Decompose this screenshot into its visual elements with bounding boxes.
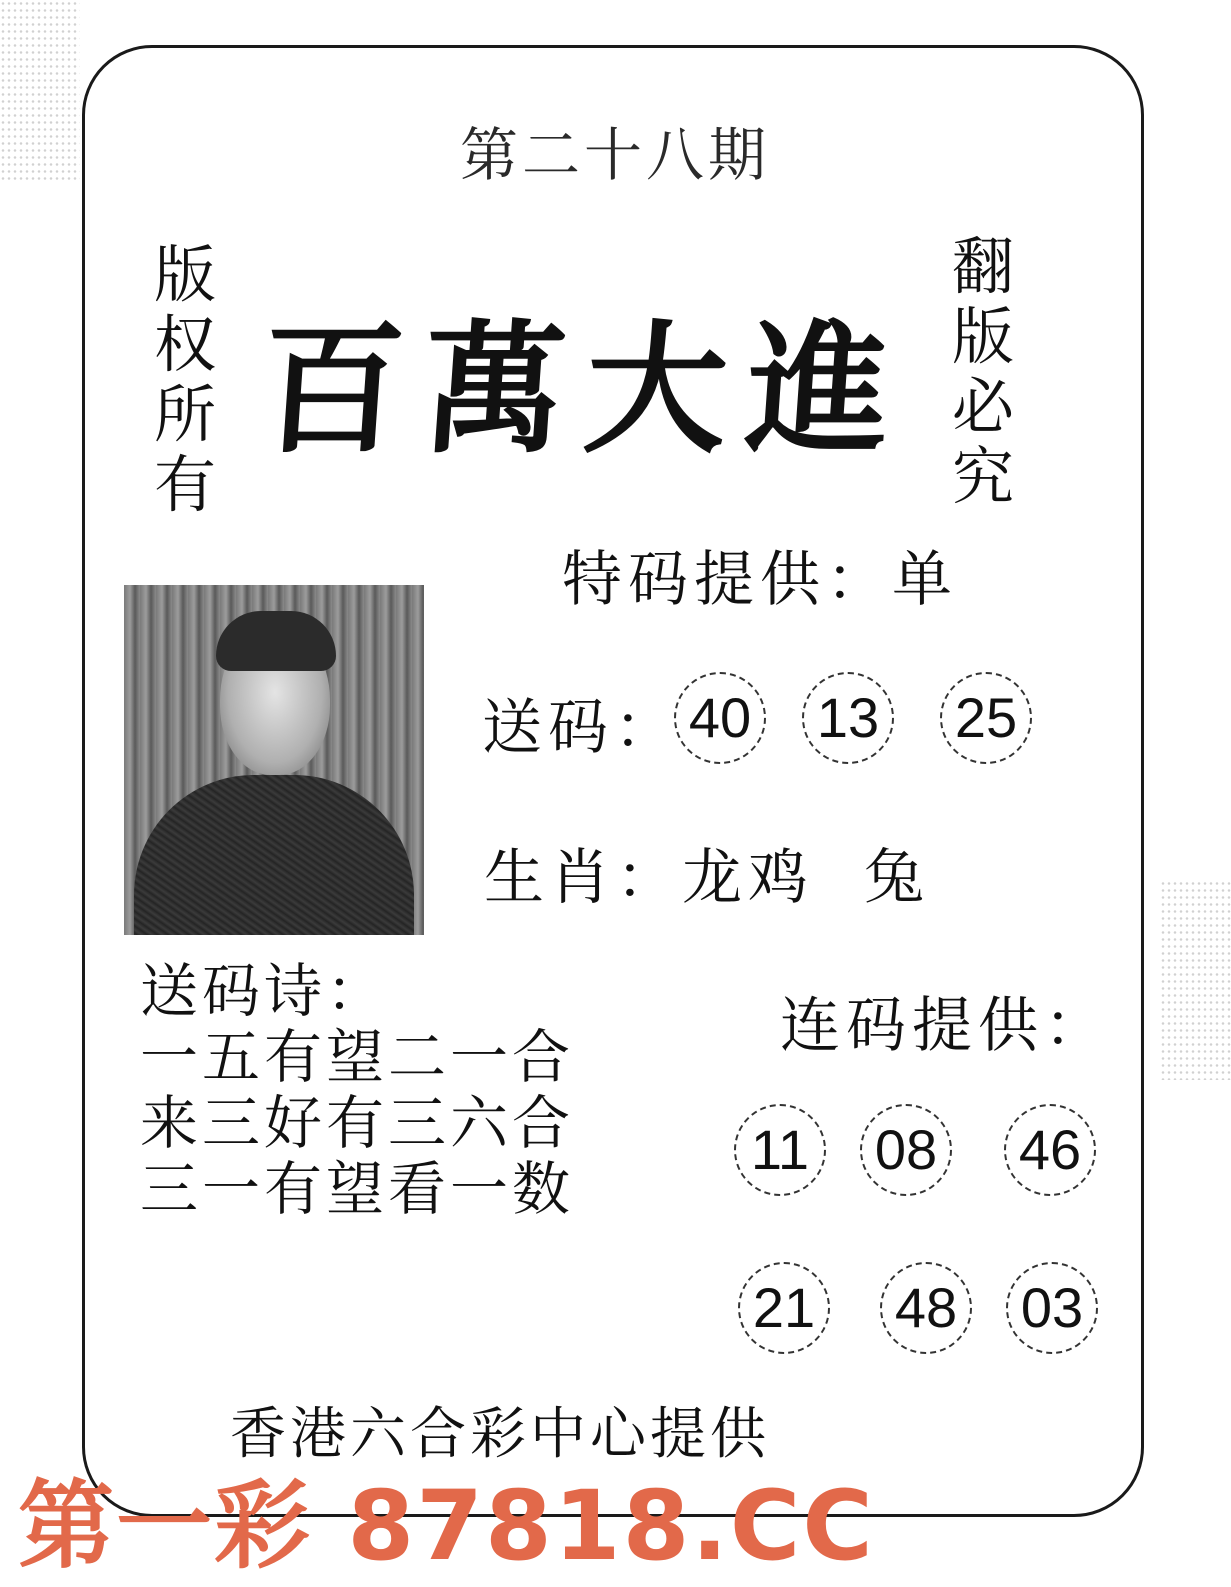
copyright-vertical: 版权所有	[153, 238, 216, 521]
scan-noise-left	[0, 0, 80, 180]
poem-block	[140, 958, 574, 1222]
song-ma-number: 40	[674, 672, 766, 764]
piracy-warning-vertical: 翻版必究	[951, 230, 1014, 513]
coat-shape	[134, 775, 414, 935]
song-ma-number: 25	[940, 672, 1032, 764]
hair-shape	[216, 611, 336, 671]
lian-ma-number: 46	[1004, 1104, 1096, 1196]
poem-label: 送码诗：	[140, 957, 389, 1025]
issue-title: 第二十八期	[460, 121, 771, 189]
lian-ma-label: 连码提供：	[780, 991, 1110, 1061]
song-ma-label: 送码：	[482, 693, 680, 763]
lian-ma-number: 11	[734, 1104, 826, 1196]
lian-ma-number: 48	[880, 1262, 972, 1354]
sheng-xiao-value: 龙鸡 兔	[682, 843, 931, 913]
main-title: 百萬大進	[255, 307, 915, 473]
source-footer: 香港六合彩中心提供	[230, 1402, 770, 1467]
poem-line: 来三好有三六合	[140, 1089, 575, 1157]
lian-ma-number: 08	[860, 1104, 952, 1196]
sheng-xiao-row	[484, 830, 930, 916]
poem-line: 一五有望二一合	[140, 1023, 575, 1091]
poem-line: 三一有望看一数	[140, 1155, 575, 1223]
site-watermark: 第一彩 87818.CC	[18, 1470, 875, 1582]
scan-noise-right	[1160, 880, 1231, 1080]
lian-ma-number: 21	[738, 1262, 830, 1354]
song-ma-number: 13	[802, 672, 894, 764]
sheng-xiao-label: 生肖：	[484, 843, 682, 913]
portrait-photo	[124, 585, 424, 935]
lian-ma-number: 03	[1006, 1262, 1098, 1354]
tema-label: 特码提供：单	[562, 545, 958, 615]
